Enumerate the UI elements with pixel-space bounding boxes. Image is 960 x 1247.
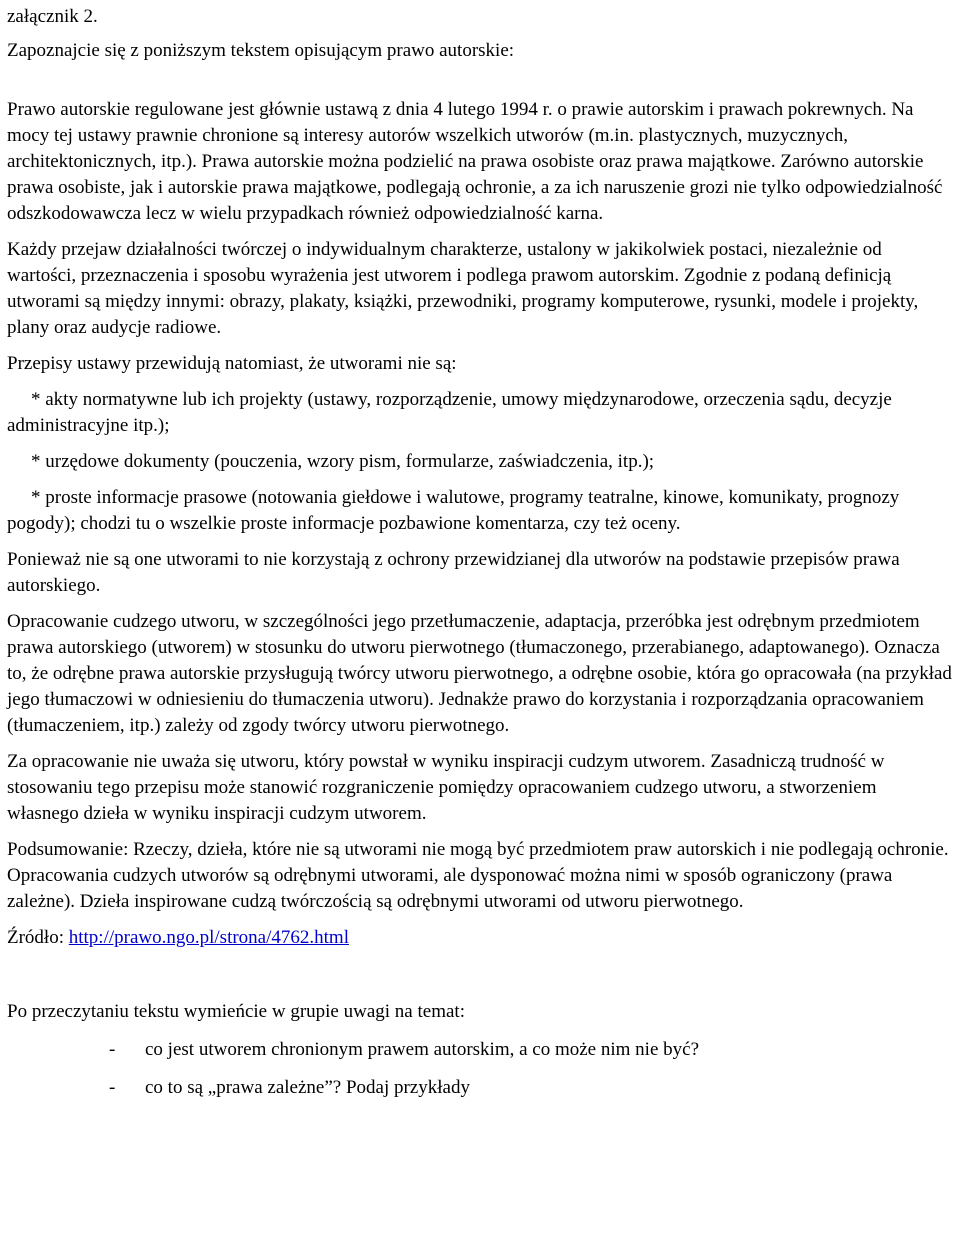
paragraph-work-definition: Każdy przejaw działalności twórczej o indywidualnym charakterze, ustalony w jakikolwiek postaci, niezależnie od wartości, przeznaczenia i sposobu wyrażenia jest utworem i podlega prawom autorskim. Zgodnie z podaną definicją utworami są między innymi: obrazy, plakaty, książki, przewodniki, programy komputerowe, rysunki, modele i projekty, plany oraz audycje radiowe. <box>7 239 919 338</box>
task-list <box>7 1037 952 1101</box>
source-label: Źródło: <box>7 927 69 948</box>
paragraph-inspiration: Za opracowanie nie uważa się utworu, który powstał w wyniku inspiracji cudzym utworem. Zasadniczą trudność w stosowaniu tego przepisu może stanowić rozgraniczenie pomiędzy opracowaniem cudzego utworu, a stworzeniem własnego dzieła w wyniku inspiracji cudzym utworem. <box>7 751 885 824</box>
task-intro: Po przeczytaniu tekstu wymieńcie w grupie uwagi na temat: <box>7 1001 465 1022</box>
paragraph-derivative-work: Opracowanie cudzego utworu, w szczególności jego przetłumaczenie, adaptacja, przeróbka jest odrębnym przedmiotem prawa autorskiego (utworem) w stosunku do utworu pierwotnego (tłumaczonego, przerabianego, adaptowanego). Oznacza to, że odrębne prawa autorskie przysługują twórcy utworu pierwotnego, a odrębne osobie, która go opracowała (na przykład jego tłumaczowi w odniesieniu do tłumaczenia utworu). Jednakże prawo do korzystania i rozporządzania opracowaniem (tłumaczeniem, itp.) zależy od zgody twórcy utworu pierwotnego. <box>7 611 952 736</box>
intro-text: Zapoznajcie się z poniższym tekstem opisującym prawo autorskie: <box>7 40 515 61</box>
source-line <box>7 925 952 951</box>
task-item-dash: - <box>109 1039 116 1060</box>
paragraph-not-works-intro: Przepisy ustawy przewidują natomiast, że utworami nie są: <box>7 353 457 374</box>
source-link[interactable]: http://prawo.ngo.pl/strona/4762.html <box>68 927 349 948</box>
task-item <box>109 1037 952 1063</box>
task-item-text: co jest utworem chronionym prawem autorskim, a co może nim nie być? <box>145 1039 700 1060</box>
paragraph-summary: Podsumowanie: Rzeczy, dzieła, które nie są utworami nie mogą być przedmiotem praw autorskich i nie podlegają ochronie. Opracowania cudzych utworów są odrębnymi utworami, ale dysponować można nimi w sposób ograniczony (prawa zależne). Dzieła inspirowane cudzą twórczością są odrębnymi utworami od utworu pierwotnego. <box>7 839 949 912</box>
task-item-dash: - <box>109 1077 116 1098</box>
exclusion-item-press-info: * proste informacje prasowe (notowania giełdowe i walutowe, programy teatralne, kinowe, komunikaty, prognozy pogody); chodzi tu o wszelkie proste informacje pozbawione komentarza, czy też oceny. <box>7 487 900 534</box>
paragraph-no-protection: Ponieważ nie są one utworami to nie korzystają z ochrony przewidzianej dla utworów na podstawie przepisów prawa autorskiego. <box>7 549 900 596</box>
exclusion-item-normative-acts: * akty normatywne lub ich projekty (ustawy, rozporządzenie, umowy międzynarodowe, orzeczenia sądu, decyzje administracyjne itp.); <box>7 389 892 436</box>
task-item <box>109 1075 952 1101</box>
paragraph-copyright-law: Prawo autorskie regulowane jest głównie ustawą z dnia 4 lutego 1994 r. o prawie autorskim i prawach pokrewnych. Na mocy tej ustawy prawnie chronione są interesy autorów wszelkich utworów (m.in. plastycznych, muzycznych, architektonicznych, itp.). Prawa autorskie można podzielić na prawa osobiste oraz prawa majątkowe. Zarówno autorskie prawa osobiste, jak i autorskie prawa majątkowe, podlegają ochronie, a za ich naruszenie grozi nie tylko odpowiedzialność odszkodowawcza lecz w wielu przypadkach również odpowiedzialność karna. <box>7 99 943 224</box>
task-item-text: co to są „prawa zależne”? Podaj przykłady <box>145 1077 470 1098</box>
attachment-heading: załącznik 2. <box>7 6 98 27</box>
exclusion-item-official-documents: * urzędowe dokumenty (pouczenia, wzory pism, formularze, zaświadczenia, itp.); <box>31 451 655 472</box>
